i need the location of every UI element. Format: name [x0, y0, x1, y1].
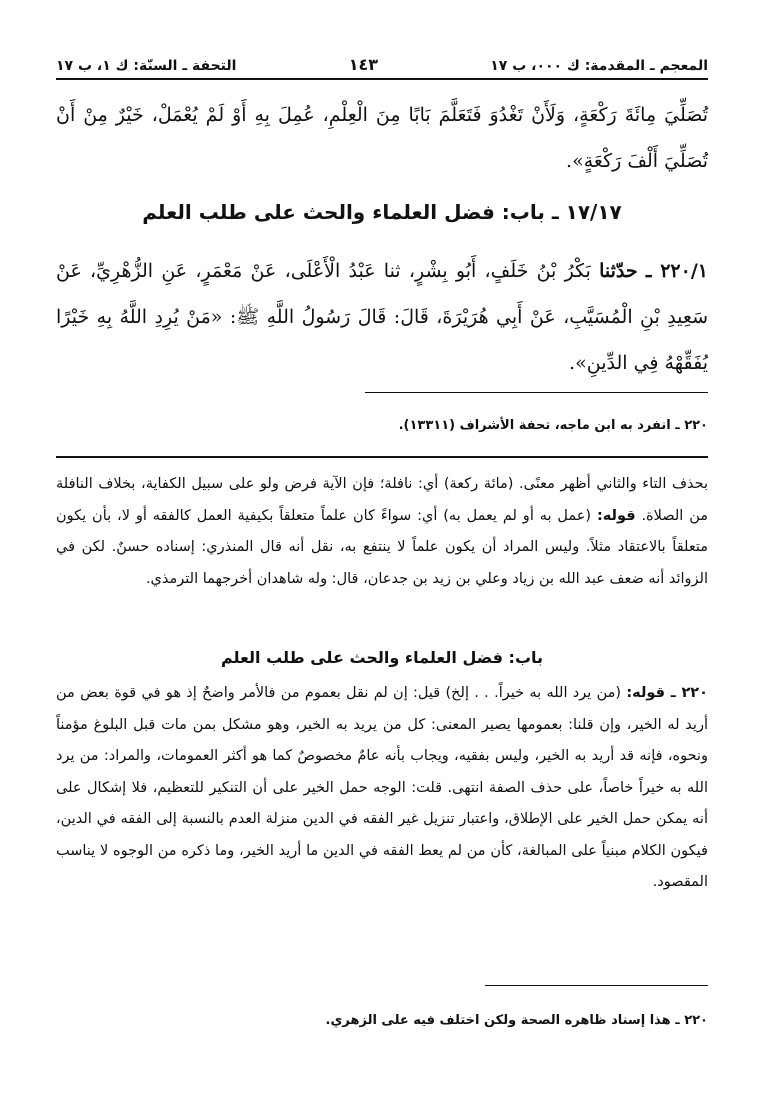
commentary-1-part1: بحذف التاء والثاني أظهر معنًى. (مائة ركعة) أي: نافلة؛ فإن الآية فرض ولو على سبيل الكفاية، بخلاف النافلة من الصلاة. [56, 476, 709, 524]
hadith-220 [56, 248, 708, 386]
footnote-bottom: ٢٢٠ ـ هذا إسناد ظاهره الصحة ولكن اختلف فيه على الزهري. [325, 1013, 708, 1028]
commentary-1-part2: (عمل به أو لم يعمل به) أي: سواءً كان علماً متعلقاً بكيفية العمل كالفقه أو لا، بأن يكون متعلقاً بالاعتقاد مثلاً. وليس المراد أن يكون علماً لا ينتفع به، نقل أنه قال المنذري: إسناده حسنٌ. لكن في الزوائد أنه ضعف عبد الله بن زياد وعلي بن زيد بن جدعان، قال: وله شاهدان أخرجهما الترمذي. [56, 507, 708, 587]
page-number: ١٤٣ [348, 55, 378, 74]
isnad-lead: حدّثنا [599, 260, 638, 282]
commentary-paragraph-2 [56, 678, 708, 899]
footnote-top: ٢٢٠ ـ انفرد به ابن ماجه، تحفة الأشراف (١٣٣١١). [398, 418, 708, 433]
commentary-chapter-title: باب: فضل العلماء والحث على طلب العلم [220, 648, 544, 667]
chapter-title: ١٧/١٧ ـ باب: فضل العلماء والحث على طلب العلم [142, 200, 622, 224]
commentary-paragraph-1 [56, 469, 708, 595]
header-left-reference: التحفة ـ السنّة: ك ١، ب ١٧ [56, 58, 237, 74]
bottom-footnote-divider [485, 985, 708, 986]
commentary-divider [56, 456, 708, 458]
commentary-2-text: (من يرد الله به خيراً. . . إلخ) قيل: إن لم نقل بعموم من فالأمر واضحٌ إذ هو في قوة بعض من أريد له الخير، وإن قلنا: بعمومها يصير المعنى: كل من يريد به الخير، وهو مشكل بمن مات قبل البلوغ مؤمناً ونحوه، فإنه قد أريد به الخير، وليس بفقيه، ويجاب بأنه عامٌ مخصوصٌ كما هو أكثر العمومات، والمراد: من يرد الله به خيراً خاصاً، على حذف الصفة انتهى. قلت: الوجه حمل الخير على أن التنكير للتعظيم، فلا إشكال على أنه يمكن حمل الخير على الإطلاق، واعتبار تنزيل غير الفقه في الدين منزلة العدم بالنسبة إلى الفقه في الدين، فيكون الكلام مبنياً على المبالغة، كأن من لم يعط الفقه في الدين ما أريد الخير، وما ذكره من الوجوه لا يناسب المقصود. [56, 685, 708, 890]
header-divider [56, 78, 708, 80]
hadith-continuation: تُصَلِّيَ مِائَةَ رَكْعَةٍ، وَلَأَنْ تَغْدُوَ فَتَعَلَّمَ بَابًا مِنَ الْعِلْمِ، عُمِلَ بِهِ أَوْ لَمْ يُعْمَلْ، خَيْرٌ مِنْ أَنْ تُصَلِّيَ أَلْفَ رَكْعَةٍ». [56, 104, 708, 172]
hadith-text: بَكْرُ بْنُ خَلَفٍ، أَبُو بِشْرٍ، ثنا عَبْدُ الْأَعْلَى، عَنْ مَعْمَرٍ، عَنِ الزُّهْرِيِّ، عَنْ سَعِيدِ بْنِ الْمُسَيَّبِ، عَنْ أَبِي هُرَيْرَةَ، قَالَ: قَالَ رَسُولُ اللَّهِ ﷺ: «مَنْ يُرِدِ اللَّهُ بِهِ خَيْرًا يُفَقِّهْهُ فِي الدِّينِ». [56, 260, 708, 374]
footnote-divider [365, 392, 708, 393]
qawluhu-label: قوله: [596, 507, 636, 524]
hadith-number: ٢٢٠/١ ـ [645, 260, 708, 282]
running-header [56, 44, 708, 74]
commentary-2-lead: ٢٢٠ ـ قوله: [626, 685, 708, 701]
header-right-reference: المعجم ـ المقدمة: ك ٠٠٠، ب ١٧ [490, 58, 708, 74]
